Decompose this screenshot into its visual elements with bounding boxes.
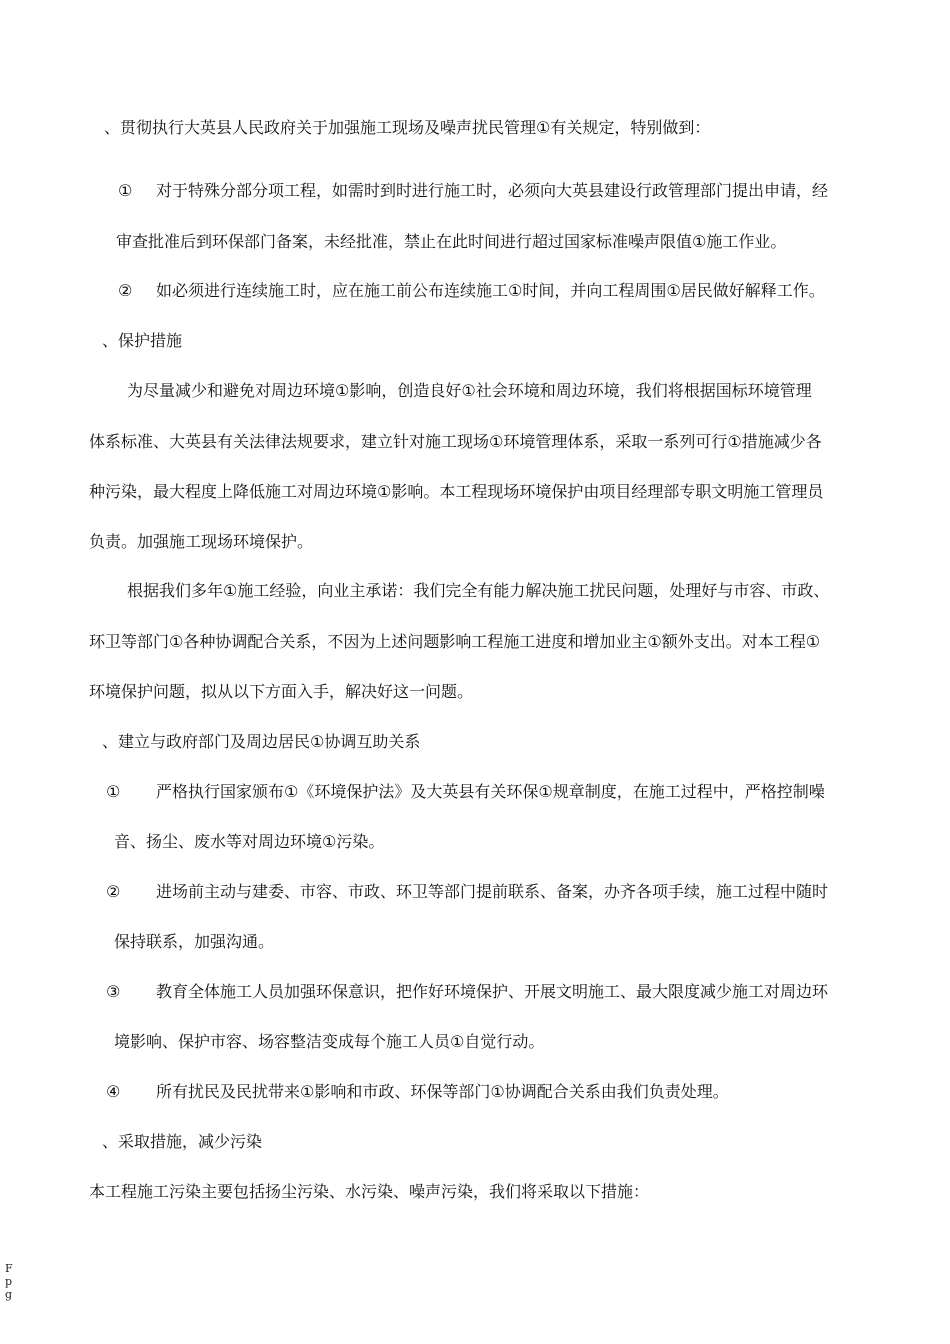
list-number: ② <box>118 281 133 300</box>
corner-mark <box>5 1262 17 1301</box>
section-heading: 、保护措施 <box>102 331 183 350</box>
paragraph-line: 根据我们多年①施工经验，向业主承诺：我们完全有能力解决施工扰民问题，处理好与市容、市政、 <box>127 581 830 600</box>
corner-char: p <box>5 1275 13 1288</box>
section-heading: 、建立与政府部门及周边居民①协调互助关系 <box>102 732 421 751</box>
paragraph-line: 本工程施工污染主要包括扬尘污染、水污染、噪声污染，我们将采取以下措施： <box>89 1182 650 1201</box>
list-item-text: 进场前主动与建委、市容、市政、环卫等部门提前联系、备案，办齐各项手续，施工过程中随时 <box>156 882 829 901</box>
list-number: ① <box>118 181 133 200</box>
list-item-text: 音、扬尘、废水等对周边环境①污染。 <box>114 832 385 851</box>
paragraph-line: 为尽量减少和避免对周边环境①影响，创造良好①社会环境和周边环境，我们将根据国标环境管理 <box>127 381 812 400</box>
list-item-text: 保持联系，加强沟通。 <box>114 932 275 951</box>
paragraph-line: 体系标准、大英县有关法律法规要求，建立针对施工现场①环境管理体系，采取一系列可行①措施减少各 <box>89 432 822 451</box>
corner-char: F <box>5 1262 13 1275</box>
paragraph-line: 环卫等部门①各种协调配合关系，不因为上述问题影响工程施工进度和增加业主①额外支出。对本工程① <box>89 632 821 651</box>
list-item-text: 严格执行国家颁布①《环境保护法》及大英县有关环保①规章制度，在施工过程中，严格控制噪 <box>156 782 825 801</box>
list-item-text: 所有扰民及民扰带来①影响和市政、环保等部门①协调配合关系由我们负责处理。 <box>156 1082 729 1101</box>
paragraph-line: 环境保护问题，拟从以下方面入手，解决好这一问题。 <box>89 682 474 701</box>
list-item-text: 教育全体施工人员加强环保意识，把作好环境保护、开展文明施工、最大限度减少施工对周边环 <box>156 982 829 1001</box>
list-number: ② <box>106 882 121 901</box>
list-number: ① <box>106 782 121 801</box>
list-item-text: 境影响、保护市容、场容整洁变成每个施工人员①自觉行动。 <box>114 1032 545 1051</box>
list-number: ③ <box>106 982 121 1001</box>
paragraph-line: 种污染，最大程度上降低施工对周边环境①影响。本工程现场环境保护由项目经理部专职文明施工管理员 <box>89 482 824 501</box>
list-item-text: 审查批准后到环保部门备案，未经批准，禁止在此时间进行超过国家标准噪声限值①施工作业。 <box>116 232 787 251</box>
section-heading: 、贯彻执行大英县人民政府关于加强施工现场及噪声扰民管理①有关规定，特别做到： <box>104 118 711 137</box>
list-item-text: 对于特殊分部分项工程，如需时到时进行施工时，必须向大英县建设行政管理部门提出申请，经 <box>156 181 829 200</box>
list-item-text: 如必须进行连续施工时，应在施工前公布连续施工①时间，并向工程周围①居民做好解释工作。 <box>156 281 825 300</box>
corner-char: g <box>5 1288 13 1301</box>
list-number: ④ <box>106 1082 121 1101</box>
paragraph-line: 负责。加强施工现场环境保护。 <box>89 532 314 551</box>
section-heading: 、采取措施，减少污染 <box>102 1132 263 1151</box>
